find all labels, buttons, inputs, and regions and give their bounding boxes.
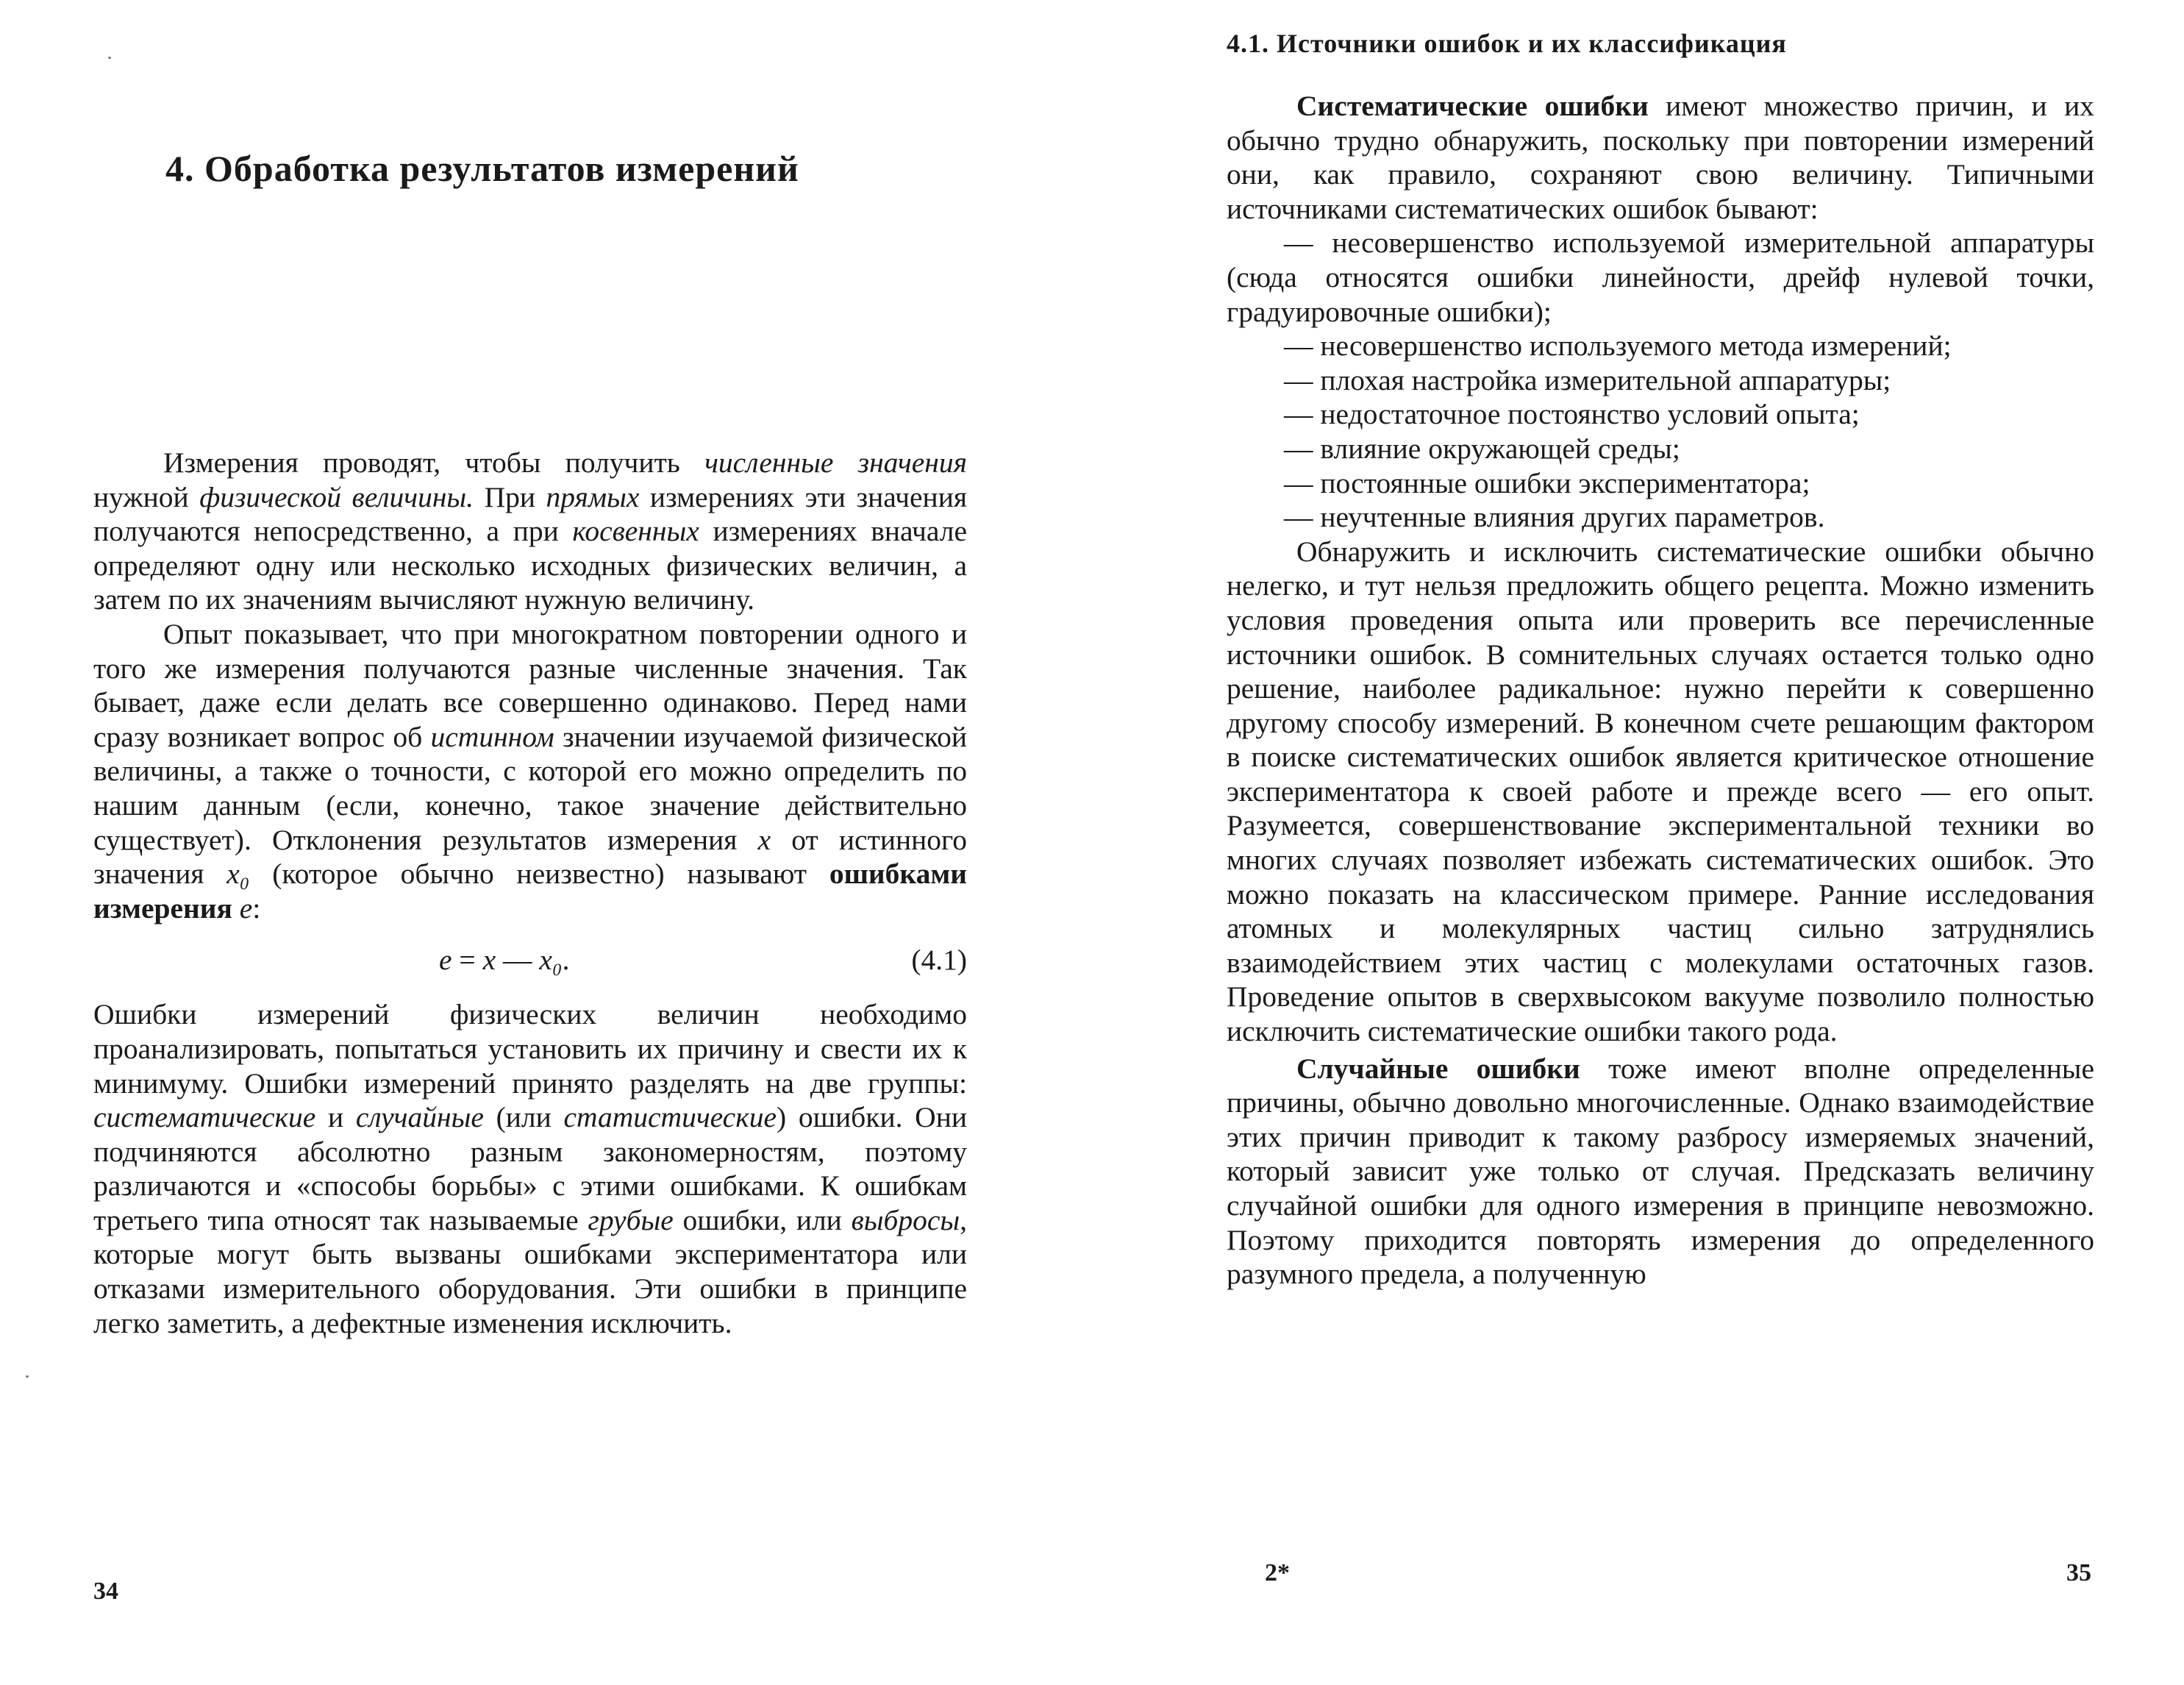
right-page	[1092, 0, 2184, 1685]
italic-term: физической величины.	[199, 480, 474, 513]
italic-term: систематические	[93, 1101, 316, 1134]
text-run: измерениях эти значения получаются непосредственно, а при	[93, 480, 968, 548]
scan-speck	[108, 57, 111, 59]
text-run: Измерения проводят, чтобы получить	[163, 446, 705, 479]
italic-term: косвенных	[572, 515, 699, 548]
italic-term: e	[239, 891, 253, 925]
list-item: — плохая настройка измерительной аппаратуры;	[1284, 363, 1891, 396]
text-run: и	[315, 1101, 356, 1134]
text-run: тоже имеют вполне определенные причины, обычно довольно многочисленные. Однако взаимодействие этих причин приводит к такому разбросу измеряемых значений, который зависит уже только от случая. Предсказать величину случайной ошибки для одного измерения в принципе невозможно. Поэтому приходится повторять измерения до определенного разумного предела, а полученную	[1227, 1052, 2094, 1291]
text-run: ошибки, или	[673, 1203, 852, 1236]
chapter-title: 4. Обработка результатов измерений	[165, 148, 799, 189]
text-run: (или	[483, 1101, 564, 1134]
text-run: При	[474, 480, 546, 513]
text-run: значении изучаемой физической величины, а также о точности, с которой его можно определить по нашим данным (если, конечно, такое значение действительно существует). Отклонения результатов измерения	[93, 720, 967, 856]
italic-term: x	[757, 823, 771, 856]
right-paragraph-1	[1227, 89, 2094, 226]
left-paragraph-3	[93, 997, 967, 1340]
text-run: :	[252, 891, 261, 925]
section-heading: 4.1. Источники ошибок и их классификация	[1227, 29, 1787, 58]
italic-term: случайные	[355, 1101, 484, 1134]
italic-term: грубые	[588, 1203, 674, 1236]
list-item: — неучтенные влияния других параметров.	[1284, 501, 1825, 534]
italic-term: прямых	[546, 480, 640, 513]
italic-term: x₀	[226, 858, 250, 891]
italic-term: истинном	[430, 720, 554, 753]
left-page-number: 34	[93, 1578, 118, 1605]
list-item: — несовершенство используемой измерительной аппаратуры (сюда относятся ошибки линейности, дрейф нулевой точки, градуировочные ошибки);	[1227, 227, 2094, 328]
list-item: — недостаточное постоянство условий опыта;	[1284, 398, 1860, 431]
left-paragraph-1	[93, 446, 967, 617]
text-run: (которое обычно неизвестно) называют	[249, 858, 829, 891]
bold-term: Случайные ошибки	[1296, 1052, 1580, 1085]
italic-term: статистические	[563, 1101, 777, 1134]
bold-term: ошибками измерения	[93, 858, 967, 925]
formula-expression: e = x — x₀.	[439, 944, 570, 977]
formula-4-1	[93, 936, 967, 987]
right-paragraph-2	[1227, 535, 2094, 1049]
right-paragraph-3	[1227, 1052, 2094, 1292]
left-page-body	[93, 446, 967, 1340]
text-run: ) ошибки. Они подчиняются абсолютно разным закономерностям, поэтому различаются и «способы борьбы» с этими ошибками. К ошибкам третьего типа относят так называемые	[93, 1101, 967, 1236]
signature-mark: 2*	[1265, 1559, 1290, 1586]
text-run: измерениях вначале определяют одну или несколько исходных физических величин, а затем по их значениям вычисляют нужную величину.	[93, 515, 967, 616]
text-run: Ошибки измерений физических величин необходимо проанализировать, попытаться установить их причину и свести их к минимуму. Ошибки измерений принято разделять на две группы:	[93, 998, 967, 1100]
list-item: — несовершенство используемого метода измерений;	[1284, 329, 1952, 363]
text-run: Опыт показывает, что при многократном повторении одного и того же измерения получаются разные численные значения. Так бывает, даже если делать все совершенно одинаково. Перед нами сразу возникает вопрос об	[93, 617, 967, 753]
text-run: от истинного значения	[93, 823, 967, 891]
list-item: — постоянные ошибки экспериментатора;	[1284, 466, 1810, 499]
scan-speck	[26, 1375, 29, 1378]
text-run: имеют множество причин, и их обычно трудно обнаружить, поскольку при повторении измерений они, как правило, сохраняют свою величину. Типичными источниками систематических ошибок бывают:	[1227, 90, 2094, 225]
right-page-body	[1227, 89, 2094, 1292]
bold-term: Систематические ошибки	[1296, 90, 1649, 122]
text-run: , которые могут быть вызваны ошибками экспериментатора или отказами измерительного оборудования. Эти ошибки в принципе легко заметить, а дефектные изменения исключить.	[93, 1203, 967, 1339]
italic-term: выбросы	[851, 1203, 960, 1236]
formula-number: (4.1)	[911, 944, 967, 977]
left-paragraph-2	[93, 617, 967, 925]
text-run: Обнаружить и исключить систематические ошибки обычно нелегко, и тут нельзя предложить общего рецепта. Можно изменить условия проведения опыта или проверить все перечисленные источники ошибок. В сомнительных случаях остается только одно решение, наиболее радикальное: нужно перейти к совершенно другому способу измерений. В конечном счете решающим фактором в поиске систематических ошибок является критическое отношение экспериментатора к своей работе и прежде всего — его опыт. Разумеется, совершенствование экспериментальной техники во многих случаях позволяет избежать систематических ошибок. Это можно показать на классическом примере. Ранние исследования атомных и молекулярных частиц сильно затруднялись взаимодействием этих частиц с молекулами остаточных газов. Проведение опытов в сверхвысоком вакууме позволило полностью исключить систематические ошибки такого рода.	[1227, 535, 2094, 1048]
italic-term: численные значения	[704, 446, 967, 479]
right-page-number: 35	[2066, 1559, 2091, 1586]
list-item: — влияние окружающей среды;	[1284, 432, 1680, 465]
text-run	[232, 892, 240, 925]
text-run: нужной	[93, 480, 200, 513]
